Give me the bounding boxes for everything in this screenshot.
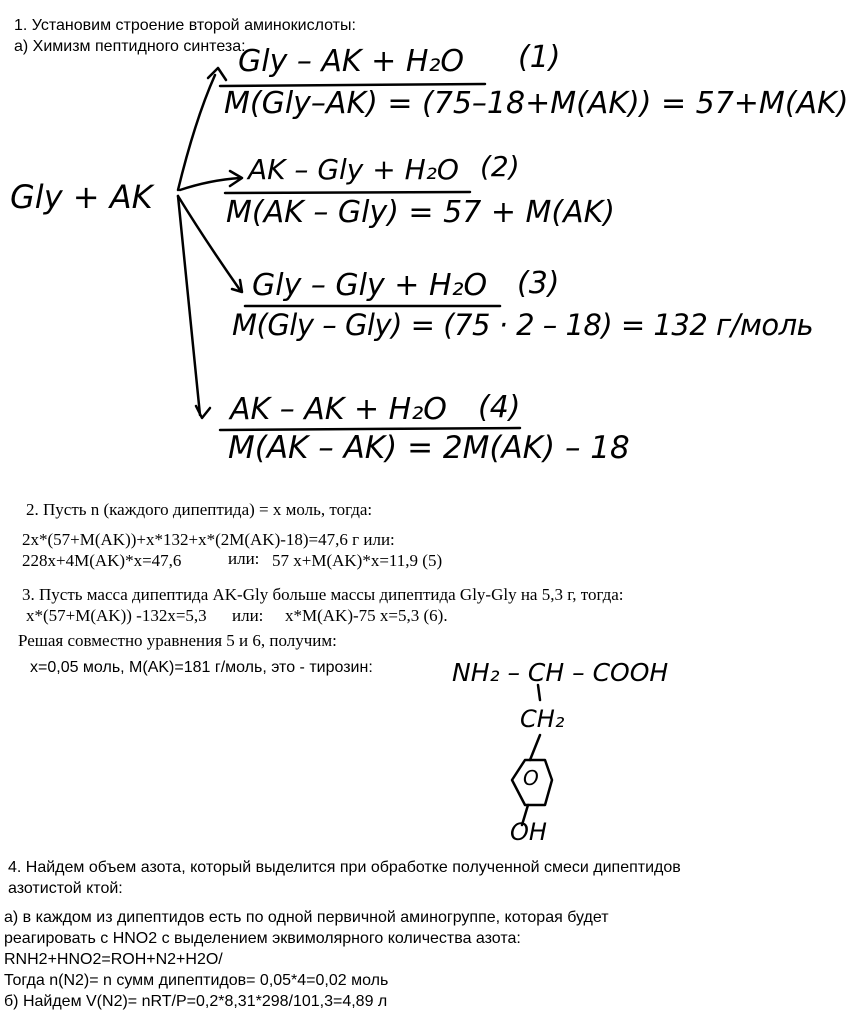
step2-line2-b: или: [228, 549, 260, 568]
hw-reaction-1-num: (1) [518, 40, 561, 75]
hw-tyr-ring-label: O [523, 766, 539, 790]
arrow-branch-1 [178, 75, 215, 190]
step1-heading: 1. Установим строение второй аминокислоты: [14, 17, 356, 34]
step4-a-line1: а) в каждом из дипептидов есть по одной первичной аминогруппе, которая будет [4, 909, 609, 926]
hw-mass-2: M(AK – Gly) = 57 + M(AK) [226, 195, 615, 230]
step2-line2-a: 228x+4M(AK)*x=47,6 [22, 551, 182, 570]
step3-heading: 3. Пусть масса дипептида AK-Gly больше массы дипептида Gly-Gly на 5,3 г, тогда: [22, 585, 624, 604]
step4-a-line2: реагировать с HNO2 с выделением эквимолярного количества азота: [4, 930, 521, 947]
tyr-bond-ring-top [530, 735, 540, 760]
step4-heading-1: 4. Найдем объем азота, который выделится при обработке полученной смеси дипептидов [8, 859, 681, 876]
tyr-bond-ch [538, 685, 540, 700]
step2-line2-c: 57 x+M(AK)*x=11,9 (5) [272, 551, 443, 570]
step4-b: б) Найдем V(N2)= nRT/P=0,2*8,31*298/101,3=4,89 л [4, 993, 388, 1010]
step2-line1: 2x*(57+M(AK))+x*132+x*(2M(AK)-18)=47,6 г или: [22, 530, 395, 549]
hw-reaction-4-num: (4) [478, 390, 521, 425]
step3-line1-b: или: [232, 606, 264, 625]
arrow-branch-4 [178, 196, 200, 415]
hw-tyr-oh: OH [510, 818, 547, 846]
hw-reaction-1: Gly – AK + H₂O [238, 44, 465, 79]
hw-reaction-2: AK – Gly + H₂O [248, 153, 459, 186]
hw-mass-1: M(Gly–AK) = (75–18+M(AK)) = 57+M(AK) [224, 86, 849, 121]
step3-result: x=0,05 моль, M(AK)=181 г/моль, это - тирозин: [30, 659, 373, 676]
step4-heading-2: азотистой ктой: [8, 880, 123, 897]
step4-then: Тогда n(N2)= n сумм дипептидов= 0,05*4=0,02 моль [4, 972, 389, 989]
hw-mass-3: M(Gly – Gly) = (75 · 2 – 18) = 132 г/моль [232, 308, 814, 342]
step4-equation: RNH2+HNO2=ROH+N2+H2O/ [4, 951, 223, 968]
hw-reactants: Gly + AK [10, 178, 153, 216]
step1-sub-a: а) Химизм пептидного синтеза: [14, 38, 246, 55]
underline-2 [225, 192, 470, 193]
hw-tyr-backbone: NH₂ – CH – COOH [452, 658, 669, 687]
hw-reaction-3-num: (3) [517, 266, 560, 301]
step3-line1-a: x*(57+M(AK)) -132x=5,3 [26, 606, 207, 625]
arrow-head-4 [196, 406, 210, 418]
hw-reaction-3: Gly – Gly + H₂O [252, 268, 488, 303]
step2-heading: 2. Пусть n (каждого дипептида) = x моль, тогда: [26, 500, 373, 519]
hw-tyr-ch2: CH₂ [520, 705, 565, 733]
hw-reaction-4: AK – AK + H₂O [230, 392, 447, 427]
hw-reaction-2-num: (2) [480, 150, 520, 183]
hw-mass-4: M(AK – AK) = 2M(AK) – 18 [228, 430, 630, 466]
arrow-head-1 [208, 68, 226, 80]
step3-line1-c: x*M(AK)-75 x=5,3 (6). [285, 606, 448, 625]
step3-solve: Решая совместно уравнения 5 и 6, получим: [18, 631, 337, 650]
